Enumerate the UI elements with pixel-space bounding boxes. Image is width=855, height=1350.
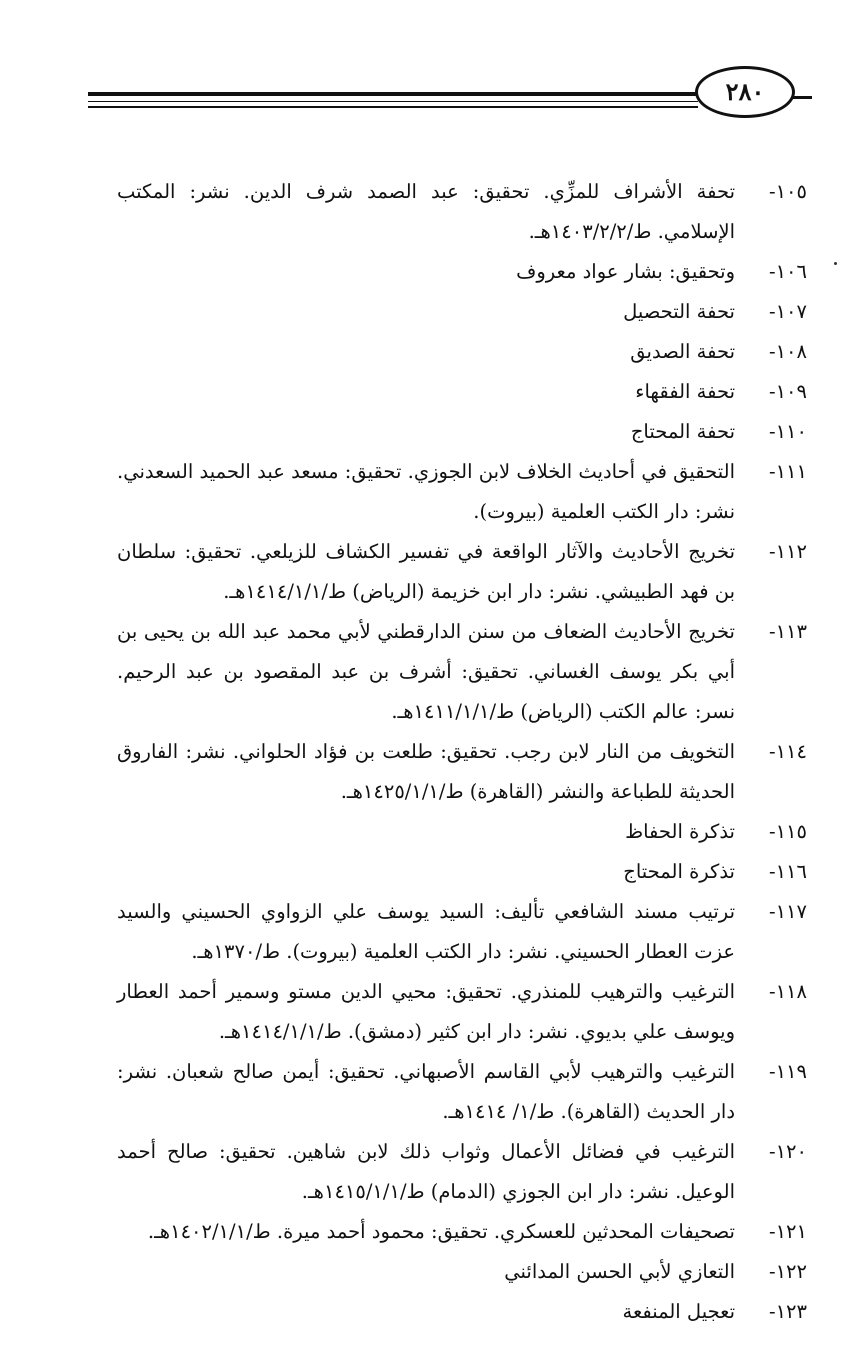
- margin-mark: [834, 262, 837, 265]
- page-header: [0, 0, 855, 140]
- entry-number: ١١٤-: [768, 740, 807, 763]
- page-number-badge: [695, 66, 795, 118]
- header-rule-thin: [88, 101, 698, 102]
- bibliography-entry: [117, 612, 807, 732]
- bibliography-entry: [117, 972, 807, 1052]
- bibliography-entry: [117, 172, 807, 252]
- entry-number: ١١٥-: [768, 820, 807, 843]
- entry-number: ١٠٧-: [768, 300, 807, 323]
- bibliography-entry: [117, 1052, 807, 1132]
- bibliography-entry: [117, 1292, 807, 1332]
- bibliography-entry: [117, 252, 807, 292]
- entry-text: تذكرة الحفاظ: [625, 820, 735, 843]
- entry-text: تخريج الأحاديث الضعاف من سنن الدارقطني لأبي محمد عبد الله بن يحيى بن أبي بكر يوسف الغساني. تحقيق: أشرف بن عبد المقصود بن عبد الرحيم. نسر: عالم الكتب (الرياض) ط/١٤١١/١/١هـ.: [117, 620, 735, 723]
- entry-number: ١١٧-: [768, 900, 807, 923]
- entry-text: تصحيفات المحدثين للعسكري. تحقيق: محمود أحمد ميرة. ط/١٤٠٢/١/١هـ.: [147, 1220, 735, 1243]
- bibliography-list: [117, 172, 807, 1332]
- entry-number: ١٢٣-: [768, 1300, 807, 1323]
- entry-text: التحقيق في أحاديث الخلاف لابن الجوزي. تحقيق: مسعد عبد الحميد السعدني. نشر: دار الكتب العلمية (بيروت).: [117, 460, 735, 523]
- entry-text: تعجيل المنفعة: [622, 1300, 735, 1323]
- bibliography-entry: [117, 452, 807, 532]
- bibliography-entry: [117, 532, 807, 612]
- entry-text: الترغيب في فضائل الأعمال وثواب ذلك لابن شاهين. تحقيق: صالح أحمد الوعيل. نشر: دار ابن الجوزي (الدمام) ط/١٤١٥/١/١هـ.: [117, 1140, 735, 1203]
- entry-number: ١٢٢-: [768, 1260, 807, 1283]
- entry-text: تذكرة المحتاج: [623, 860, 735, 883]
- entry-text: التخويف من النار لابن رجب. تحقيق: طلعت بن فؤاد الحلواني. نشر: الفاروق الحديثة للطباعة والنشر (القاهرة) ط/١٤٢٥/١/١هـ.: [117, 740, 735, 803]
- bibliography-entry: [117, 732, 807, 812]
- entry-text: وتحقيق: بشار عواد معروف: [516, 260, 735, 283]
- bibliography-entry: [117, 1212, 807, 1252]
- header-rule-thick: [88, 92, 698, 96]
- entry-text: الترغيب والترهيب للمنذري. تحقيق: محيي الدين مستو وسمير أحمد العطار ويوسف علي بديوي. نشر: دار ابن كثير (دمشق). ط/١٤١٤/١/١هـ.: [117, 980, 735, 1043]
- entry-text: تحفة المحتاج: [630, 420, 735, 443]
- bibliography-entry: [117, 812, 807, 852]
- page-number: ٢٨٠: [725, 77, 765, 106]
- entry-text: الترغيب والترهيب لأبي القاسم الأصبهاني. تحقيق: أيمن صالح شعبان. نشر: دار الحديث (القاهرة). ط/١/ ١٤١٤هـ.: [117, 1060, 735, 1123]
- bibliography-entry: [117, 412, 807, 452]
- entry-number: ١٢١-: [768, 1220, 807, 1243]
- entry-text: تحفة التحصيل: [623, 300, 735, 323]
- entry-number: ١١٠-: [768, 420, 807, 443]
- bibliography-entry: [117, 1252, 807, 1292]
- entry-number: ١١١-: [768, 460, 807, 483]
- bibliography-entry: [117, 852, 807, 892]
- entry-text: التعازي لأبي الحسن المدائني: [504, 1260, 735, 1283]
- entry-number: ١٠٦-: [768, 260, 807, 283]
- entry-text: تحفة الفقهاء: [635, 380, 735, 403]
- bibliography-entry: [117, 1132, 807, 1212]
- bibliography-entry: [117, 332, 807, 372]
- entry-text: ترتيب مسند الشافعي تأليف: السيد يوسف علي الزواوي الحسيني والسيد عزت العطار الحسيني. نشر: دار الكتب العلمية (بيروت). ط/١٣٧٠هـ.: [117, 900, 735, 963]
- entry-number: ١١٢-: [768, 540, 807, 563]
- entry-number: ١٠٥-: [768, 180, 807, 203]
- header-rule-bottom: [88, 106, 698, 108]
- entry-text: تحفة الأشراف للمزِّي. تحقيق: عبد الصمد شرف الدين. نشر: المكتب الإسلامي. ط/١٤٠٣/٢/٢هـ.: [117, 180, 735, 243]
- bibliography-entry: [117, 892, 807, 972]
- entry-number: ١١٨-: [768, 980, 807, 1003]
- entry-number: ١٠٨-: [768, 340, 807, 363]
- entry-number: ١٢٠-: [768, 1140, 807, 1163]
- entry-number: ١١٩-: [768, 1060, 807, 1083]
- entry-text: تحفة الصديق: [630, 340, 735, 363]
- bibliography-entry: [117, 372, 807, 412]
- entry-number: ١١٣-: [768, 620, 807, 643]
- entry-text: تخريج الأحاديث والآثار الواقعة في تفسير الكشاف للزيلعي. تحقيق: سلطان بن فهد الطبيشي. نشر: دار ابن خزيمة (الرياض) ط/١٤١٤/١/١هـ.: [117, 540, 735, 603]
- entry-number: ١٠٩-: [768, 380, 807, 403]
- entry-number: ١١٦-: [768, 860, 807, 883]
- bibliography-entry: [117, 292, 807, 332]
